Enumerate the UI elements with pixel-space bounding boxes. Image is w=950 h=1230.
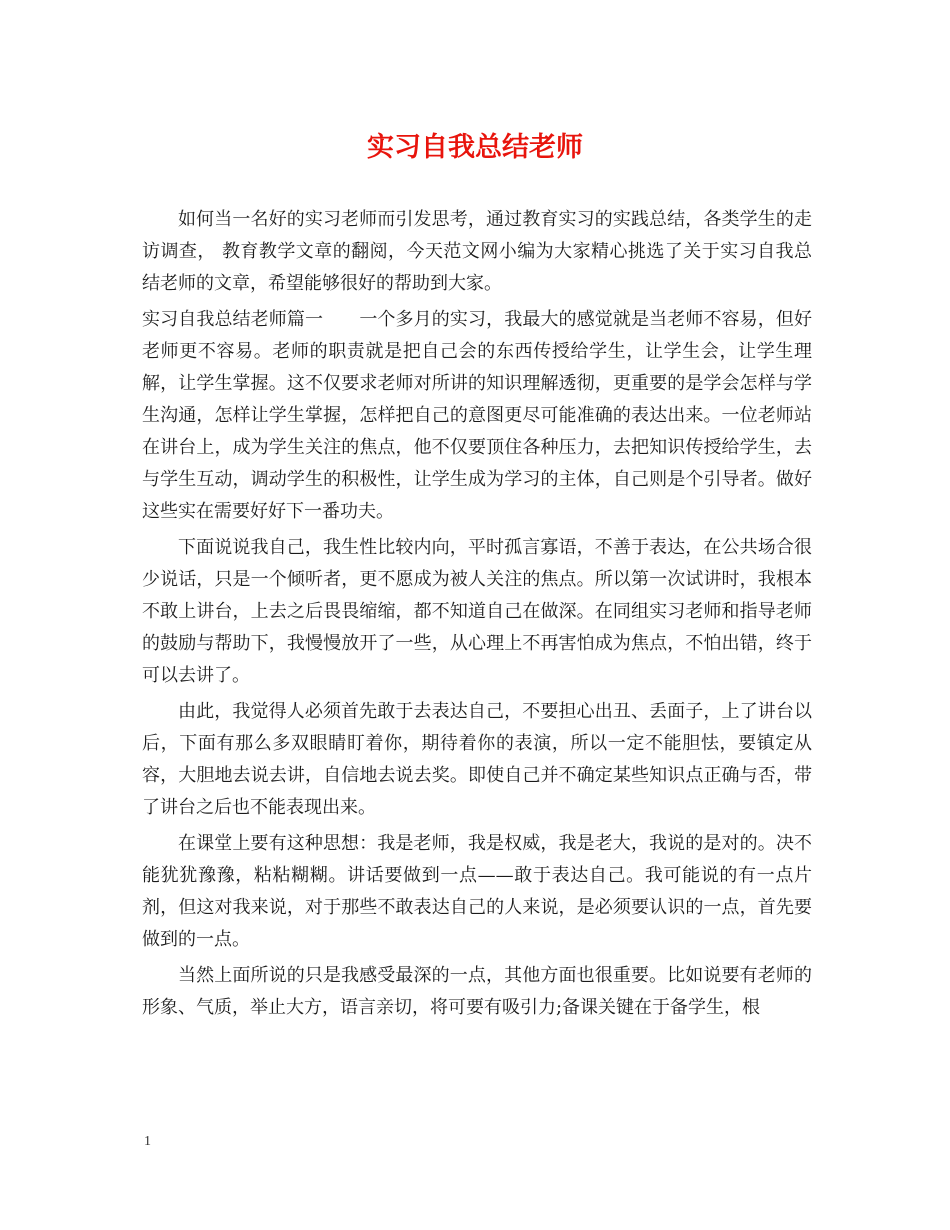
document-title: 实习自我总结老师: [367, 132, 583, 163]
paragraph-about-myself: 下面说说我自己，我生性比较内向，平时孤言寡语，不善于表达，在公共场合很少说话，只是一个倾听者，更不愿成为被人关注的焦点。所以第一次试讲时，我根本不敢上讲台，上去之后畏畏缩缩，都不知道自己在做深。在同组实习老师和指导老师的鼓励与帮助下，我慢慢放开了一些，从心理上不再害怕成为焦点，不怕出错，终于可以去讲了。: [142, 537, 812, 686]
paragraph-classroom-mindset: 在课堂上要有这种思想：我是老师，我是权威，我是老大，我说的是对的。决不能犹犹豫豫，粘粘糊糊。讲话要做到一点——敢于表达自己。我可能说的有一点片剂，但这对我来说，对于那些不敢表达自己的人来说，是必须要认识的一点，首先要做到的一点。: [142, 833, 812, 950]
document-body: [142, 204, 812, 1028]
paragraph-intro: 如何当一名好的实习老师而引发思考，通过教育实习的实践总结，各类学生的走访调查， 教育教学文章的翻阅，今天范文网小编为大家精心挑选了关于实习自我总结老师的文章，希望能够很好的帮助到大家。: [142, 209, 812, 294]
page-number: 1: [144, 1134, 151, 1149]
paragraph-express-yourself: 由此，我觉得人必须首先敢于去表达自己，不要担心出丑、丢面子，上了讲台以后，下面有那么多双眼睛盯着你，期待着你的表演，所以一定不能胆怯，要镇定从容，大胆地去说去讲，自信地去说去奖。即使自己并不确定某些知识点正确与否，带了讲台之后也不能表现出来。: [142, 701, 812, 818]
paragraph-section-one: 实习自我总结老师篇一 一个多月的实习，我最大的感觉就是当老师不容易，但好老师更不容易。老师的职责就是把自己会的东西传授给学生，让学生会，让学生理解，让学生掌握。这不仅要求老师对所讲的知识理解透彻，更重要的是学会怎样与学生沟通，怎样让学生掌握，怎样把自己的意图更尽可能准确的表达出来。一位老师站在讲台上，成为学生关注的焦点，他不仅要顶住各种压力，去把知识传授给学生，去与学生互动，调动学生的积极性，让学生成为学习的主体，自己则是个引导者。做好这些实在需要好好下一番功夫。: [142, 309, 812, 522]
paragraph-other-aspects: 当然上面所说的只是我感受最深的一点，其他方面也很重要。比如说要有老师的形象、气质，举止大方，语言亲切，将可要有吸引力;备课关键在于备学生，根: [142, 965, 812, 1018]
